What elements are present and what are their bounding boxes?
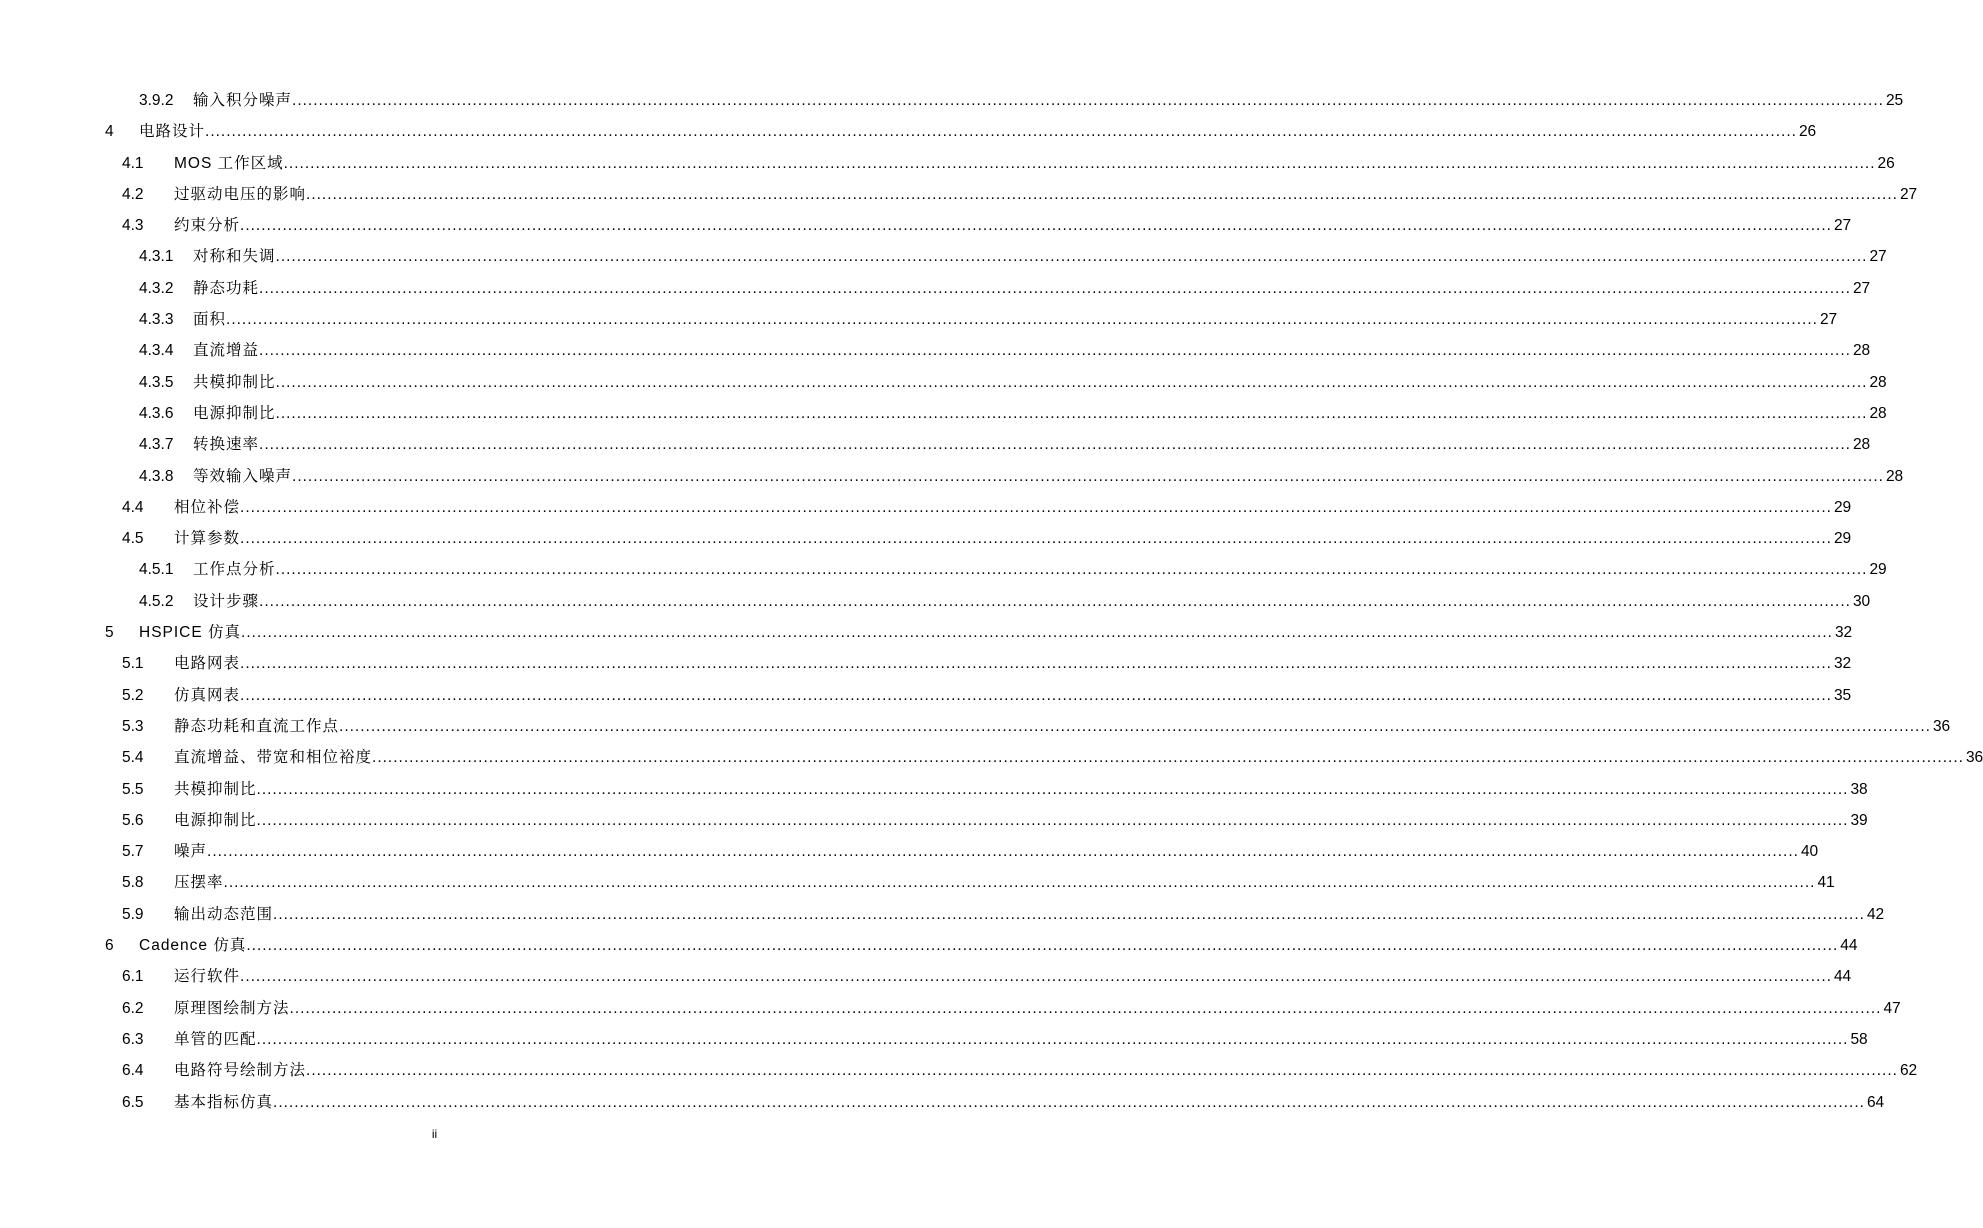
toc-entry-title: 静态功耗 [193,279,260,297]
toc-entry-title: 设计步骤 [193,592,260,610]
toc-entry-title: 转换速率 [193,436,260,454]
toc-entry-page: 36 [1932,717,1951,735]
toc-entry-title: 直流增益、带宽和相位裕度 [174,749,373,767]
dot-leader: ............................................................................................................................................................................................................................................................................................................ [292,467,1884,485]
toc-entry-page: 28 [1852,342,1871,360]
toc-entry[interactable] [0,179,1918,210]
toc-entry[interactable] [0,523,1852,554]
toc-entry-number: 6.1 [122,968,144,986]
toc-entry-page: 58 [1850,1030,1868,1048]
toc-entry[interactable] [0,836,1819,867]
toc-entry[interactable] [0,742,1983,773]
toc-entry-title: 直流增益 [193,342,260,360]
toc-entry-title: 静态功耗和直流工作点 [174,717,340,735]
toc-entry-line [174,961,1852,992]
toc-entry-page: 25 [1885,92,1904,109]
toc-entry-page: 30 [1852,592,1871,610]
toc-entry[interactable] [0,899,1885,930]
toc-entry-line [174,210,1852,241]
toc-entry-line [193,304,1838,335]
toc-entry-page: 64 [1866,1093,1885,1111]
dot-leader: ............................................................................................................................................................................................................................................................................................................ [241,624,1833,642]
toc-entry-title: 基本指标仿真 [174,1093,274,1111]
toc-entry-number: 4.5 [122,530,144,548]
toc-entry-page: 28 [1869,373,1887,391]
toc-entry[interactable] [0,461,1904,492]
toc-entry[interactable] [0,586,1871,617]
toc-entry-page: 62 [1899,1062,1918,1080]
dot-leader: ............................................................................................................................................................................................................................................................................................................ [292,92,1884,109]
toc-entry-number: 5.9 [122,905,144,923]
toc-entry-title: 共模抑制比 [174,780,257,798]
toc-entry-number: 5 [105,624,114,642]
toc-entry-line [174,993,1901,1024]
toc-entry-title: HSPICE 仿真 [139,624,242,642]
toc-entry[interactable] [0,680,1852,711]
toc-entry-number: 4.3.8 [139,467,174,485]
toc-entry-page: 29 [1869,561,1887,579]
toc-entry-title: 电路设计 [139,123,206,141]
toc-entry-title: 压摆率 [174,874,224,892]
dot-leader: ............................................................................................................................................................................................................................................................................................................ [240,655,1832,673]
toc-entry-number: 5.8 [122,874,144,892]
toc-entry-number: 6.4 [122,1062,144,1080]
toc-entry-title: 过驱动电压的影响 [174,185,307,203]
toc-entry-line [174,648,1852,679]
toc-entry-line [139,116,1817,147]
toc-entry-title: 仿真网表 [174,686,241,704]
toc-entry-title: 电源抑制比 [174,811,257,829]
toc-entry-number: 4.3 [122,217,144,235]
toc-entry-line [139,617,1853,648]
dot-leader: ............................................................................................................................................................................................................................................................................................................ [283,154,1876,172]
dot-leader: ............................................................................................................................................................................................................................................................................................................ [275,248,1868,266]
toc-entry[interactable] [0,1087,1885,1118]
toc-entry-page: 35 [1833,686,1852,704]
toc-entry-number: 5.4 [122,749,144,767]
toc-entry-page: 29 [1833,530,1852,548]
toc-entry-page: 27 [1899,185,1918,203]
toc-entry-title: Cadence 仿真 [139,937,247,955]
toc-entry-line [174,1087,1885,1118]
toc-entry-line [193,554,1887,585]
toc-entry-title: 输入积分噪声 [193,92,293,109]
toc-entry-page: 27 [1819,311,1838,329]
toc-entry-title: 面积 [193,311,227,329]
toc-entry[interactable] [0,210,1852,241]
toc-entry-page: 36 [1965,749,1983,767]
dot-leader: ............................................................................................................................................................................................................................................................................................................ [275,404,1868,422]
toc-entry-title: 约束分析 [174,217,241,235]
toc-entry[interactable] [0,335,1871,366]
toc-entry[interactable] [0,241,1887,272]
toc-entry-line [174,711,1951,742]
toc-entry-line [174,805,1868,836]
toc-entry-page: 40 [1800,843,1819,861]
toc-entry-number: 4 [105,123,114,141]
toc-entry-page: 26 [1798,123,1817,141]
toc-entry-title: 等效输入噪声 [193,467,293,485]
toc-entry[interactable] [0,85,1904,116]
toc-entry-line [193,335,1871,366]
toc-entry-line [174,1055,1918,1086]
toc-entry-number: 4.3.4 [139,342,174,360]
toc-entry-title: 电路网表 [174,655,241,673]
toc-entry[interactable] [0,273,1871,304]
toc-entry-page: 41 [1817,874,1835,892]
toc-entry-page: 39 [1850,811,1868,829]
toc-entry-number: 6.3 [122,1030,144,1048]
toc-entry-number: 4.3.3 [139,311,174,329]
toc-entry-number: 4.2 [122,185,144,203]
page-number: ii [431,1127,438,1141]
dot-leader: ............................................................................................................................................................................................................................................................................................................ [240,498,1832,516]
toc-entry-page: 28 [1869,404,1887,422]
toc-entry[interactable] [0,993,1901,1024]
toc-entry-number: 5.6 [122,811,144,829]
toc-entry-number: 4.3.1 [139,248,174,266]
toc-entry-number: 5.3 [122,717,144,735]
toc-entry-number: 5.2 [122,686,144,704]
toc-entry-page: 26 [1877,154,1895,172]
toc-entry-line [193,367,1887,398]
toc-entry-number: 6.5 [122,1093,144,1111]
toc-entry[interactable] [0,711,1951,742]
toc-entry-number: 4.5.1 [139,561,174,579]
toc-entry-line [193,461,1904,492]
toc-entry-title: 工作点分析 [193,561,276,579]
toc-entry[interactable] [0,930,1858,961]
toc-entry[interactable] [0,429,1871,460]
dot-leader: ............................................................................................................................................................................................................................................................................................................ [259,436,1851,454]
toc-entry-page: 28 [1885,467,1904,485]
toc-entry[interactable] [0,116,1817,147]
toc-entry-line [174,899,1885,930]
toc-entry-line [174,742,1983,773]
toc-entry-page: 42 [1866,905,1885,923]
toc-entry-page: 32 [1834,624,1853,642]
dot-leader: ............................................................................................................................................................................................................................................................................................................ [275,373,1868,391]
toc-entry-number: 5.5 [122,780,144,798]
toc-entry-number: 4.5.2 [139,592,174,610]
toc-entry-title: 相位补偿 [174,498,241,516]
dot-leader: ............................................................................................................................................................................................................................................................................................................ [226,311,1818,329]
toc-entry-page: 29 [1833,498,1852,516]
toc-entry-line [174,523,1852,554]
toc-entry-line [193,398,1887,429]
toc-entry-title: 噪声 [174,843,208,861]
toc-entry[interactable] [0,805,1868,836]
dot-leader: ............................................................................................................................................................................................................................................................................................................ [306,185,1898,203]
toc-entry[interactable] [0,867,1835,898]
toc-entry[interactable] [0,398,1887,429]
toc-entry-page: 27 [1869,248,1887,266]
dot-leader: ............................................................................................................................................................................................................................................................................................................ [240,530,1832,548]
toc-entry-title: 原理图绘制方法 [174,999,290,1017]
toc-entry-title: 对称和失调 [193,248,276,266]
dot-leader: ............................................................................................................................................................................................................................................................................................................ [259,279,1851,297]
toc-entry-page: 27 [1852,279,1871,297]
dot-leader: ............................................................................................................................................................................................................................................................................................................ [205,123,1797,141]
toc-entry-line [174,774,1868,805]
toc-entry-line [174,179,1918,210]
dot-leader: ............................................................................................................................................................................................................................................................................................................ [207,843,1799,861]
toc-entry-title: 输出动态范围 [174,905,274,923]
toc-entry-title: 共模抑制比 [193,373,276,391]
toc-entry-line [174,836,1819,867]
dot-leader: ............................................................................................................................................................................................................................................................................................................ [223,874,1816,892]
dot-leader: ............................................................................................................................................................................................................................................................................................................ [256,1030,1849,1048]
toc-entry[interactable] [0,617,1853,648]
toc-entry-page: 28 [1852,436,1871,454]
toc-entry[interactable] [0,961,1852,992]
toc-entry-line [174,680,1852,711]
toc-entry[interactable] [0,1055,1918,1086]
toc-entry-title: MOS 工作区域 [174,154,284,172]
dot-leader: ............................................................................................................................................................................................................................................................................................................ [256,811,1849,829]
toc-entry[interactable] [0,492,1852,523]
dot-leader: ............................................................................................................................................................................................................................................................................................................ [256,780,1849,798]
toc-entry-number: 4.1 [122,154,144,172]
toc-entry-line [193,241,1887,272]
toc-entry-line [139,930,1858,961]
dot-leader: ............................................................................................................................................................................................................................................................................................................ [275,561,1868,579]
toc-entry-number: 4.3.2 [139,279,174,297]
toc-entry-page: 47 [1883,999,1901,1017]
dot-leader: ............................................................................................................................................................................................................................................................................................................ [273,1093,1865,1111]
toc-entry-line [193,586,1871,617]
toc-entry[interactable] [0,648,1852,679]
dot-leader: ............................................................................................................................................................................................................................................................................................................ [289,999,1882,1017]
toc-entry-page: 32 [1833,655,1852,673]
dot-leader: ............................................................................................................................................................................................................................................................................................................ [240,968,1832,986]
toc-entry-line [174,1024,1868,1055]
toc-entry-title: 计算参数 [174,530,241,548]
toc-entry-line [174,492,1852,523]
dot-leader: ............................................................................................................................................................................................................................................................................................................ [306,1062,1898,1080]
toc-entry-line [174,867,1835,898]
toc-entry-number: 6.2 [122,999,144,1017]
toc-entry-page: 38 [1850,780,1868,798]
toc-entry-line [174,148,1895,179]
toc-entry[interactable] [0,148,1895,179]
toc-entry-page: 44 [1840,937,1858,955]
dot-leader: ............................................................................................................................................................................................................................................................................................................ [240,686,1832,704]
toc-entry-line [193,429,1871,460]
toc-entry-number: 4.3.7 [139,436,174,454]
toc-entry-number: 4.3.5 [139,373,174,391]
toc-entry-number: 5.1 [122,655,144,673]
toc-entry-number: 5.7 [122,843,144,861]
toc-entry[interactable] [0,304,1838,335]
toc-entry-title: 单管的匹配 [174,1030,257,1048]
toc-entry[interactable] [0,554,1887,585]
toc-entry-number: 4.4 [122,498,144,516]
toc-entry[interactable] [0,774,1868,805]
toc-entry-page: 44 [1833,968,1852,986]
toc-entry-title: 电路符号绘制方法 [174,1062,307,1080]
dot-leader: ............................................................................................................................................................................................................................................................................................................ [259,342,1851,360]
toc-entry[interactable] [0,1024,1868,1055]
toc-entry-line [193,273,1871,304]
dot-leader: ............................................................................................................................................................................................................................................................................................................ [339,717,1931,735]
toc-entry-title: 运行软件 [174,968,241,986]
dot-leader: ............................................................................................................................................................................................................................................................................................................ [246,937,1839,955]
toc-entry-number: 4.3.6 [139,404,174,422]
table-of-contents [0,85,1983,1118]
dot-leader: ............................................................................................................................................................................................................................................................................................................ [273,905,1865,923]
dot-leader: ............................................................................................................................................................................................................................................................................................................ [259,592,1851,610]
dot-leader: ............................................................................................................................................................................................................................................................................................................ [372,749,1964,767]
toc-entry-title: 电源抑制比 [193,404,276,422]
toc-entry[interactable] [0,367,1887,398]
toc-entry-number: 3.9.2 [139,92,174,109]
toc-entry-line [193,85,1904,116]
dot-leader: ............................................................................................................................................................................................................................................................................................................ [240,217,1832,235]
toc-entry-page: 27 [1833,217,1852,235]
toc-entry-number: 6 [105,937,114,955]
